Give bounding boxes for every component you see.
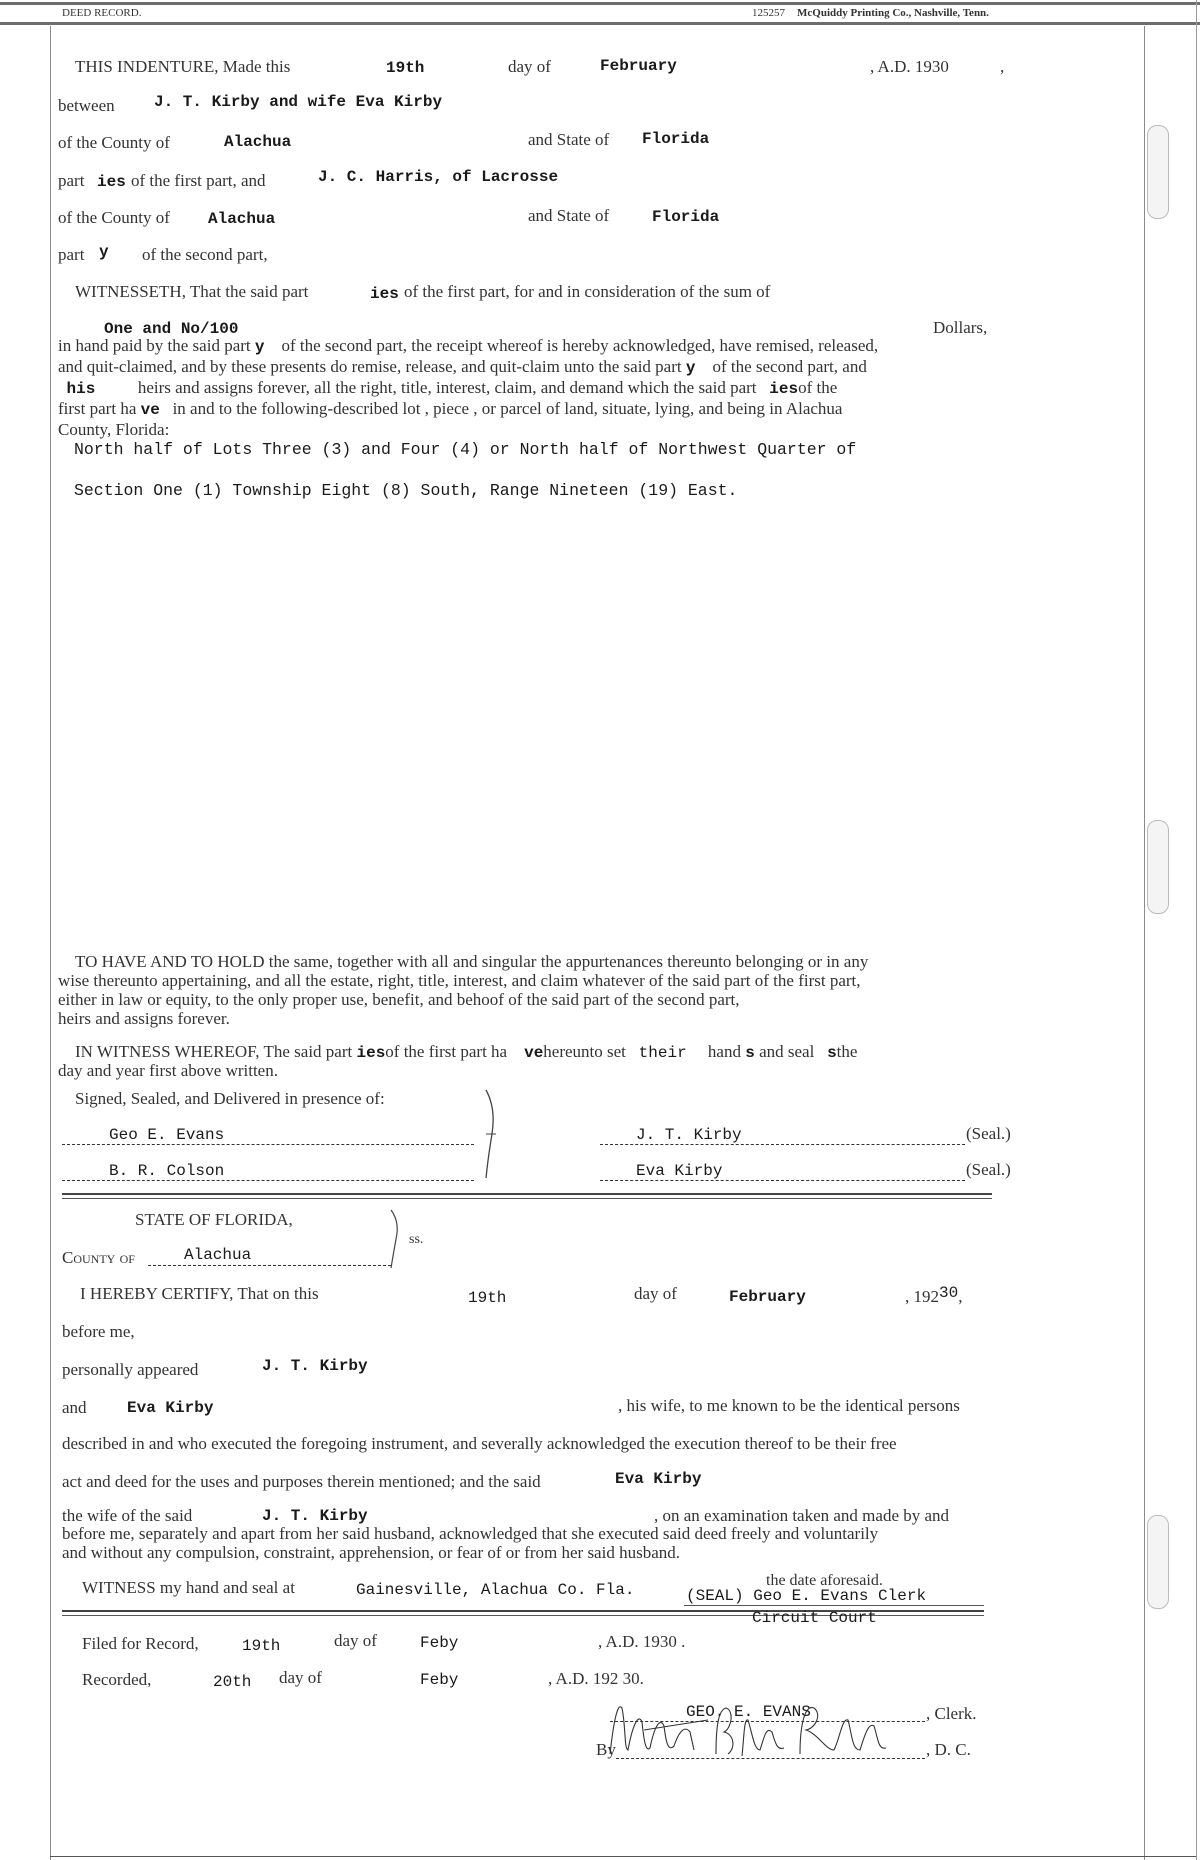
conveyance-line-4a: first part ha bbox=[58, 399, 137, 418]
printer-name: McQuiddy Printing Co., Nashville, Tenn. bbox=[797, 7, 989, 19]
filed-day: 19th bbox=[242, 1637, 281, 1655]
ack-county-label: County of bbox=[62, 1248, 135, 1267]
witnesseth-parties-suffix: ies bbox=[370, 285, 399, 303]
legal-description-line-1: North half of Lots Three (3) and Four (4) or North half of Northwest Quarter of bbox=[74, 440, 857, 459]
grantee-county-label: of the County of bbox=[58, 208, 170, 227]
grantee: J. C. Harris, of Lacrosse bbox=[318, 168, 559, 186]
header-rule-top bbox=[0, 2, 1200, 5]
conveyance-line-2b: of the second part, and bbox=[712, 357, 867, 376]
certify-year-prefix: , 192 bbox=[905, 1287, 939, 1306]
first-part-label: part bbox=[58, 171, 85, 190]
testimonium-first-part: of the first part ha bbox=[385, 1042, 508, 1061]
conveyance-line-4b: in and to the following-described lot , piece , or parcel of land, situate, lying, and being in Alachua bbox=[172, 399, 843, 418]
habendum-line-4: heirs and assigns forever. bbox=[58, 1009, 230, 1028]
right-margin-rule bbox=[1144, 26, 1145, 1860]
indenture-day-of: day of bbox=[508, 57, 551, 76]
date-aforesaid: the date aforesaid. bbox=[766, 1572, 883, 1589]
witness-hand-label: WITNESS my hand and seal at bbox=[82, 1578, 295, 1597]
said-wife-name: Eva Kirby bbox=[615, 1470, 702, 1488]
act-deed-line: act and deed for the uses and purposes therein mentioned; and the said bbox=[62, 1472, 541, 1491]
conveyance-clause bbox=[58, 336, 878, 439]
examination-text: , on an examination taken and made by and bbox=[654, 1506, 950, 1525]
signer-1-name: J. T. Kirby bbox=[636, 1126, 742, 1144]
punch-hole-bottom bbox=[1147, 1515, 1169, 1609]
witnesseth-consideration: of the first part, for and in consideration of the sum of bbox=[404, 282, 771, 301]
form-title: DEED RECORD. bbox=[62, 7, 142, 19]
form-header bbox=[0, 0, 1200, 26]
testimonium-and-seal: and seal bbox=[759, 1042, 815, 1061]
filed-label: Filed for Record, bbox=[82, 1634, 199, 1653]
testimonium-intro: IN WITNESS WHEREOF, The said part bbox=[75, 1042, 353, 1061]
certify-year-fill: 30 bbox=[939, 1284, 959, 1302]
clerk-name: GEO. E. EVANS bbox=[686, 1703, 811, 1721]
testimonium-line-1 bbox=[75, 1042, 857, 1062]
indenture-day: 19th bbox=[386, 59, 425, 77]
conveyance-line-3a: heirs and assigns forever, all the right, title, interest, claim, and demand which the said part bbox=[137, 378, 757, 397]
punch-hole-top bbox=[1147, 125, 1169, 219]
habendum-line-2: wise thereunto appertaining, and all the estate, right, title, interest, and claim whatever of the said part of the first part, bbox=[58, 971, 861, 990]
bottom-edge-rule bbox=[50, 1856, 1196, 1857]
testimonium-fill-s2: s bbox=[827, 1044, 837, 1062]
circuit-court: Circuit Court bbox=[752, 1609, 877, 1627]
indenture-month: February bbox=[600, 57, 677, 75]
certify-intro: I HEREBY CERTIFY, That on this bbox=[80, 1284, 319, 1303]
appeared-name: J. T. Kirby bbox=[262, 1357, 368, 1375]
dollars-label: Dollars, bbox=[933, 318, 988, 337]
witness-place: Gainesville, Alachua Co. Fla. bbox=[356, 1581, 635, 1599]
grantor-county: Alachua bbox=[224, 133, 292, 151]
before-me: before me, bbox=[62, 1322, 135, 1341]
grantor-county-label: of the County of bbox=[58, 133, 170, 152]
first-part-suffix: ies bbox=[97, 173, 126, 191]
testimonium-fill-have: ve bbox=[524, 1044, 544, 1062]
wife-name: Eva Kirby bbox=[127, 1399, 214, 1417]
indenture-year-comma: , bbox=[1000, 57, 1005, 76]
testimonium-fill-their: their bbox=[638, 1044, 687, 1062]
filed-year: , A.D. 1930 . bbox=[598, 1632, 686, 1651]
conveyance-line-1a: in hand paid by the said part bbox=[58, 336, 251, 355]
conveyance-fill-2: y bbox=[685, 359, 696, 377]
without-compulsion-line: and without any compulsion, constraint, apprehension, or fear of or from her said husband. bbox=[62, 1543, 680, 1562]
left-margin-rule bbox=[50, 26, 51, 1860]
first-part-text: of the first part, and bbox=[131, 171, 266, 190]
habendum-line-1: TO HAVE AND TO HOLD the same, together with all and singular the appurtenances thereunto belonging or in any bbox=[75, 952, 869, 971]
witness-line-1 bbox=[62, 1128, 474, 1145]
seal-label-1: (Seal.) bbox=[966, 1124, 1011, 1143]
section-rule-1-bottom bbox=[62, 1198, 992, 1199]
grantee-state-label: and State of bbox=[528, 206, 610, 225]
certify-year-comma: , bbox=[958, 1287, 963, 1306]
recorded-day-of: day of bbox=[279, 1668, 322, 1687]
grantee-state: Florida bbox=[652, 208, 720, 226]
conveyance-line-5: County, Florida: bbox=[58, 420, 170, 439]
conveyance-fill-1: y bbox=[254, 338, 265, 356]
second-part-label: part bbox=[58, 245, 85, 264]
form-number: 125257 bbox=[752, 7, 785, 19]
testimonium-fill-parties: ies bbox=[356, 1044, 386, 1062]
ack-county: Alachua bbox=[184, 1246, 252, 1264]
conveyance-line-1b: of the second part, the receipt whereof is hereby acknowledged, have remised, released, bbox=[281, 336, 879, 355]
conveyance-fill-5: ve bbox=[140, 401, 160, 419]
deputy-clerk-signature bbox=[604, 1698, 904, 1764]
testimonium-fill-s1: s bbox=[745, 1044, 755, 1062]
second-part-text: of the second part, bbox=[142, 245, 268, 264]
grantee-county: Alachua bbox=[208, 210, 276, 228]
between-label: between bbox=[58, 96, 115, 115]
and-label: and bbox=[62, 1398, 87, 1417]
certify-day: 19th bbox=[468, 1289, 507, 1307]
legal-description-line-2: Section One (1) Township Eight (8) South, Range Nineteen (19) East. bbox=[74, 481, 738, 500]
certify-day-of: day of bbox=[634, 1284, 677, 1303]
conveyance-line-3b: of the bbox=[798, 378, 838, 397]
clerk-suffix: , Clerk. bbox=[926, 1704, 977, 1723]
conveyance-fill-3: his bbox=[66, 380, 96, 398]
signer-2-name: Eva Kirby bbox=[636, 1162, 723, 1180]
grantor-state-label: and State of bbox=[528, 130, 610, 149]
conveyance-line-2a: and quit-claimed, and by these presents do remise, release, and quit-claim unto the said part bbox=[58, 357, 682, 376]
testimonium-hand: hand bbox=[707, 1042, 741, 1061]
separately-line: before me, separately and apart from her said husband, acknowledged that she executed said deed freely and voluntarily bbox=[62, 1524, 879, 1543]
habendum-line-3: either in law or equity, to the only proper use, benefit, and behoof of the said part of the second part, bbox=[58, 990, 740, 1009]
recorded-month: Feby bbox=[420, 1671, 459, 1689]
grantor-state: Florida bbox=[642, 130, 710, 148]
ss-label: ss. bbox=[409, 1232, 424, 1247]
dc-suffix: , D. C. bbox=[926, 1740, 971, 1759]
testimonium-the: the bbox=[836, 1042, 858, 1061]
clerk-seal-signature: (SEAL) Geo E. Evans Clerk bbox=[686, 1587, 927, 1605]
certify-month: February bbox=[729, 1288, 806, 1306]
ack-county-line bbox=[148, 1247, 391, 1266]
venue-brace bbox=[388, 1208, 408, 1270]
witness-line-2 bbox=[62, 1164, 474, 1181]
seal-label-2: (Seal.) bbox=[966, 1160, 1011, 1179]
testimonium-hereunto: hereunto set bbox=[543, 1042, 626, 1061]
wife-known-text: , his wife, to me known to be the identical persons bbox=[618, 1396, 960, 1415]
filed-month: Feby bbox=[420, 1634, 459, 1652]
described-line: described in and who executed the foregoing instrument, and severally acknowledged the execution thereof to be their free bbox=[62, 1434, 897, 1453]
punch-hole-middle bbox=[1147, 820, 1169, 914]
page-edge bbox=[1196, 0, 1197, 1860]
signed-sealed-delivered: Signed, Sealed, and Delivered in presence of: bbox=[75, 1089, 385, 1108]
consideration-sum: One and No/100 bbox=[104, 320, 239, 338]
certify-year bbox=[905, 1284, 963, 1307]
husband-name: J. T. Kirby bbox=[262, 1507, 368, 1525]
filed-day-of: day of bbox=[334, 1631, 377, 1650]
appeared-label: personally appeared bbox=[62, 1360, 199, 1379]
recorded-year: , A.D. 192 30. bbox=[548, 1669, 644, 1688]
habendum-clause bbox=[58, 952, 868, 1028]
witness-2-name: B. R. Colson bbox=[109, 1162, 225, 1180]
second-part-suffix: y bbox=[99, 243, 109, 261]
recorded-label: Recorded, bbox=[82, 1670, 152, 1689]
clerk-underline bbox=[684, 1605, 984, 1606]
indenture-intro: THIS INDENTURE, Made this bbox=[75, 57, 291, 76]
by-label: By bbox=[596, 1740, 616, 1759]
wife-of-label: the wife of the said bbox=[62, 1506, 193, 1525]
conveyance-fill-4: ies bbox=[769, 380, 799, 398]
recorded-day: 20th bbox=[213, 1673, 252, 1691]
witness-1-name: Geo E. Evans bbox=[109, 1126, 225, 1144]
section-rule-1-top bbox=[62, 1193, 992, 1195]
witnesseth-intro: WITNESSETH, That the said part bbox=[75, 282, 309, 301]
header-rule-bottom bbox=[0, 22, 1200, 25]
signer-line-2 bbox=[600, 1164, 965, 1181]
witness-brace bbox=[482, 1088, 506, 1180]
ack-state: STATE OF FLORIDA, bbox=[135, 1210, 293, 1229]
testimonium-line-2: day and year first above written. bbox=[58, 1061, 278, 1080]
signer-line-1 bbox=[600, 1128, 965, 1145]
indenture-year: , A.D. 1930 bbox=[870, 57, 949, 76]
grantors: J. T. Kirby and wife Eva Kirby bbox=[154, 93, 443, 111]
